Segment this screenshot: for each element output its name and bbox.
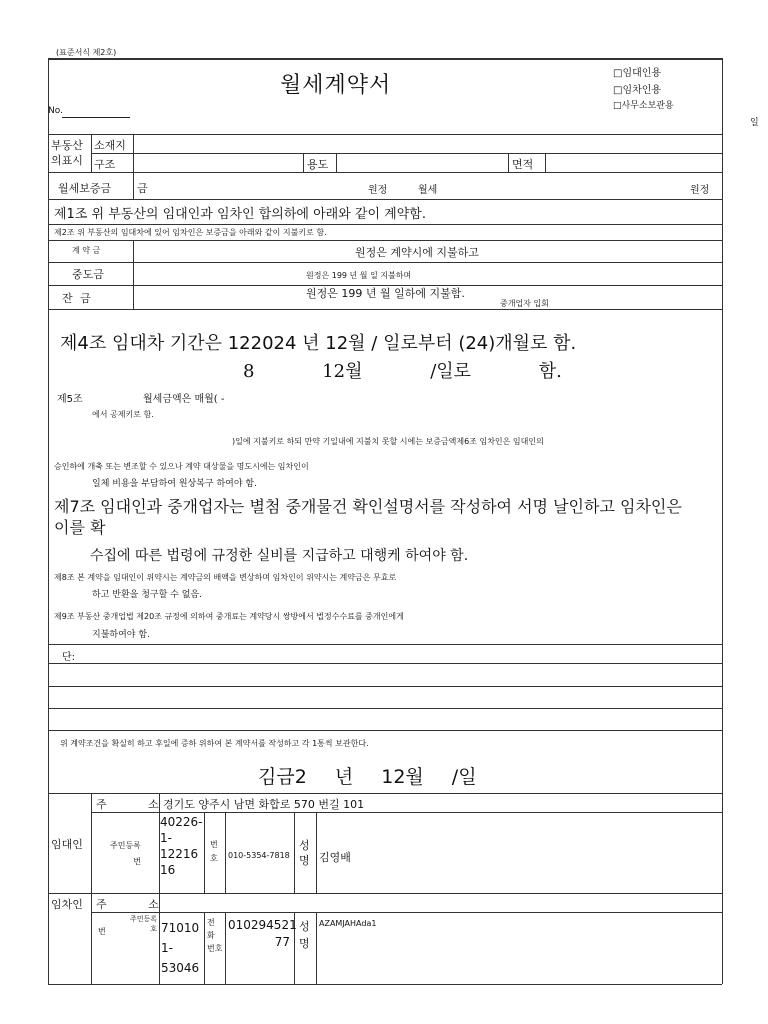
landlord-role: 임대인 xyxy=(51,838,83,851)
closing-statement: 위 계약조건을 확실히 하고 후일에 증하 위하여 본 계약서를 작성하고 각 1통씩 보관한다. xyxy=(60,739,369,748)
landlord-phone: 010-5354-7818 xyxy=(228,851,290,860)
tenant-id-number: 71010 1- 53046 xyxy=(161,921,200,975)
usage-tenant-checkbox[interactable]: □임차인용 xyxy=(613,85,662,96)
clause-6: 승인하에 개축 또는 변조할 수 있으나 계약 대상물을 명도시에는 임차인이 xyxy=(54,462,309,471)
usage-landlord-checkbox[interactable]: □임대인용 xyxy=(613,68,662,79)
clause-5-deduction: 에서 공제키로 함. xyxy=(92,410,154,419)
area-label: 면적 xyxy=(512,158,534,171)
clause-5: 월세금액은 매월( - xyxy=(143,394,225,405)
clause-7-cont: 이를 확 xyxy=(54,518,106,537)
clause-5-payment-terms: )일에 지불키로 하되 만약 기일내에 지불치 못할 시에는 보증금액제6조 임차인은 임대인의 xyxy=(232,437,544,446)
deposit-label: 월세보증금 xyxy=(58,182,112,195)
clause-2: 제2조 위 부동산의 임대차에 있어 임차인은 보증금을 아래와 같이 지불키로 함. xyxy=(54,228,327,237)
clause-9: 제9조 부동산 중개업법 제20조 규정에 의하여 중개료는 계약당시 쌍방에서 법정수수료를 중개인에게 xyxy=(54,612,404,621)
monthly-rent-label: 월세 xyxy=(418,185,438,196)
deposit-amount-prefix: 금 xyxy=(137,182,148,195)
structure-label: 구조 xyxy=(94,158,116,171)
contract-deposit-label: 계 약 금 xyxy=(72,246,101,255)
tenant-name: AZAMJAHAda1 xyxy=(319,919,377,928)
middle-payment-label: 중도금 xyxy=(72,268,104,281)
balance-value: 원정은 199 년 월 일하에 지불함. xyxy=(306,287,465,300)
use-label: 용도 xyxy=(307,158,329,171)
landlord-name-label: 성 명 xyxy=(299,839,310,867)
deposit-won-2: 원정 xyxy=(690,185,710,196)
clause-4: 제4조 임대차 기간은 122024 년 12월 / 일로부터 (24)개월로 함. xyxy=(60,333,577,354)
deposit-won-1: 원정 xyxy=(368,185,388,196)
clause-9-cont: 지불하여야 함. xyxy=(92,630,150,640)
landlord-id-label: 주민등록 번 xyxy=(110,841,141,866)
doc-no-field[interactable] xyxy=(62,117,130,118)
landlord-phone-label: 번 호 xyxy=(210,840,218,863)
landlord-name: 김영배 xyxy=(319,851,351,864)
balance-note: 중개업자 입회 xyxy=(500,299,549,308)
location-label: 소재지 xyxy=(94,139,126,152)
middle-payment-value: 원정은 199 년 월 일 지불하며 xyxy=(306,271,412,280)
form-code: (표준서식 제2호) xyxy=(56,48,117,57)
landlord-id-number: 40226- 1- 12216 16 xyxy=(160,815,203,877)
clause-1: 제1조 위 부동산의 임대인과 임차인 합의하에 아래와 같이 계약함. xyxy=(54,207,426,222)
tenant-id-label-b: 주민등록 호 xyxy=(130,915,158,933)
doc-no-label: No. xyxy=(48,106,63,116)
clause-5-label: 제5조 xyxy=(57,394,83,405)
special-terms-label: 단: xyxy=(62,652,76,663)
landlord-address: 경기도 양주시 남면 화합로 570 번길 101 xyxy=(163,798,365,811)
tenant-phone: 010294521 77 xyxy=(228,918,297,949)
clause-7: 제7조 임대인과 중개업자는 별첨 중개물건 확인설명서를 작성하여 서명 날인하고 임차인은 xyxy=(54,497,682,516)
contract-date: 김금2 년 12월 /일 xyxy=(258,766,477,788)
tenant-name-label: 성 명 xyxy=(299,920,310,950)
tenant-phone-label: 전 화 번호 xyxy=(207,918,223,953)
tenant-role: 임차인 xyxy=(51,898,83,911)
tenant-id-label-a: 번 xyxy=(98,927,106,936)
clause-6-cont: 일체 비용을 부담하여 원상복구 하여야 함. xyxy=(92,479,257,489)
clause-7-fees: 수집에 따른 법령에 규정한 실비를 지급하고 대행케 하여야 함. xyxy=(90,548,469,564)
clause-4-continuation: 8 12월 /일로 함. xyxy=(243,361,562,382)
clause-8-cont: 하고 반환을 청구할 수 없음. xyxy=(92,590,202,600)
tenant-address-label: 주 소 xyxy=(96,898,159,911)
edge-mark: 일 xyxy=(750,118,759,128)
balance-label: 잔 금 xyxy=(62,292,93,305)
usage-office-checkbox[interactable]: □사무소보관용 xyxy=(613,101,674,111)
clause-8: 제8조 본 계약을 임대인이 위약시는 계약금의 배액을 변상하며 임차인이 위약시는 계약금은 무효로 xyxy=(54,573,397,582)
landlord-address-label: 주 소 xyxy=(96,798,159,811)
property-section-label: 부동산 의표시 xyxy=(51,139,83,167)
contract-deposit-value: 원정은 계약시에 지불하고 xyxy=(355,246,479,259)
document-title: 월세계약서 xyxy=(280,73,392,98)
